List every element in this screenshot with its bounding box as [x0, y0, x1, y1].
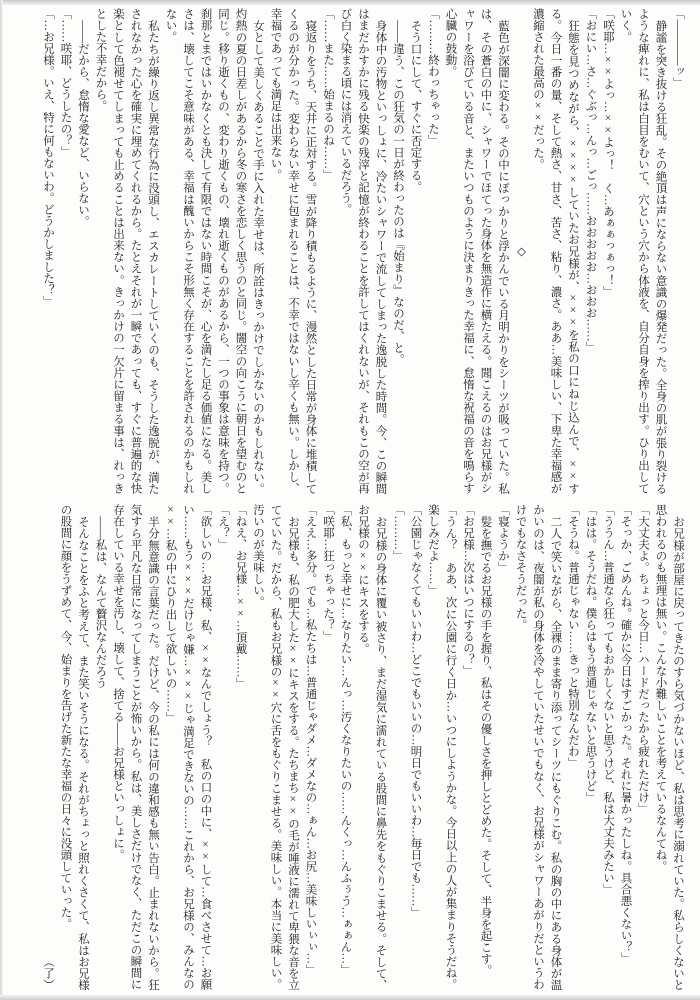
dialogue-line: 「…お兄様。いえ、特に何もないわ。どうかしました？」 — [42, 8, 54, 307]
dialogue-line: 「大丈夫よ。ちょっと今日…ハードだったから疲れただけ」 — [637, 504, 649, 815]
dialogue-line: 「………終わっちゃった」 — [427, 8, 439, 146]
scan-edge-left — [0, 0, 3, 1000]
dialogue-line: 「………」 — [392, 504, 404, 562]
narrative-paragraph: 二人で笑いながら、全裸のまま寄り添ってシーツにもぐりこむ。私の胸の中にある身体が温かいのは、夜闇が私の身体を冷やしていたせいでもなく、お兄様がシャワーあがりだというわけでもなさそうだった。 — [514, 504, 562, 990]
narrative-paragraph: 狂態を見つめながら、××××していたお兄様が、×××を私の口にねじ込んで、××する。今日一番の量、そして熱さ、甘さ、苦さ、粘り、濃さ。ああ…美味しい、下卑た幸福感が濃縮された最高の××だった。 — [532, 8, 579, 494]
narrative-paragraph: 私たちが繰り返し異常な行為に没頭し、エスカレートしていくのも、そうした逸脱が、満たされなかった心を確実に埋めてくれるから。たとえそれが一瞬であっても、すぐに普遍的な快楽として色褪せてしまっても止めることは出来ない。きっかけの一欠片に留まる事は、れっきとした不幸だから。 — [94, 8, 159, 494]
dialogue-line: 「……また……始まるのね……」 — [322, 8, 334, 181]
narrative-paragraph: 髪を撫でるお兄様の手を握り、私はその優しさを押しとどめた。そして、半身を起こす。 — [479, 515, 492, 976]
narrative-paragraph: お兄様の身体に覆い被さり、まだ湿気に濡れている股間に鼻先をもぐりこませる。そして、お兄様の××にキスをする。 — [357, 504, 387, 990]
dialogue-line: 「お兄様…次はいつにするの？」 — [462, 504, 474, 677]
dialogue-line: 「ううん…普通なら狂ってもおかしくないと思うけど、私は大丈夫みたい」 — [602, 504, 614, 895]
narrative-paragraph: 半分無意識の言葉だった。だけど、今の私には何の違和感も無い告白。止まれないから。狂気すら平凡な日常になってしまうことが怖いから。私は、美しさだけでなく、ただこの瞬間に存在している幸せを汚し、壊して、捨てる――お兄様といっしょに。 — [112, 504, 159, 990]
narrative-paragraph: 女として美しくあることで手に入れた幸せは、所詮はきっかけでしかないのかもしれない。灼熱の夏の日差しがあるから冬の寒さを恋しく思うのと同じ。闇空の向こうに朝日を望むのと同じ。移り逝くもの、変わり逝くもの、壊れ逝くものがあるから、一つの事象は意味を持つ。刹那とまではいかなくとも決して有限ではない時間こそが、心を満たし足る価値になる。美しさは、壊してこそ意味がある、幸福は醜いからこそ形無く存在することを許されるのかもしれない。 — [164, 8, 264, 494]
narrative-paragraph: 身体中の汚物といっしょに、冷たいシャワーで流してしまった逸脱した時間。今、この瞬間はまだかすかに残る快楽の残滓と記憶が終わることを許してはくれないが、それもこの空が再び白く染まる頃には消えているだろう。 — [339, 8, 387, 494]
bottom-text-block — [14, 504, 686, 990]
scan-edge-top — [0, 0, 700, 5]
dialogue-line: 「そっか、ごめんね。確かに今日はすごかった。それに暑かったしね。具合悪くない？」 — [619, 504, 632, 964]
narrative-paragraph: お兄様が部屋に戻ってきたのすら気づかないほど、私は思考に溺れていた。私らしくないと思われるのも無理は無い。こんな小難しいことを考えているなんてね。 — [654, 504, 684, 990]
narrative-paragraph: 静謐を突き抜ける狂乱。その絶頂は声にならない意識の爆発だった。全身の肌が張り裂けるような痺れに、私は白目をむいて、穴という穴から体液を、自分自身を搾り出す。ひり出していく。 — [619, 8, 667, 494]
narrative-paragraph: 寝返りをうち、天井に正対する。雪が降り積もるように、漫然とした日常が身体に堆積してくるのが分かった。変わらない幸せに包まれることは、不幸ではないし辛くも無い。しかし、幸福であっても満足は出来ない。 — [269, 8, 317, 494]
dialogue-line: 「そうね。普通じゃない……きっと特別なんだわ」 — [567, 504, 579, 769]
dialogue-line: 「うん？ ああ、次に公園に行く日か…いつにしようかな。今日以上の人が集まりそうだね。楽しみだよ……」 — [427, 504, 457, 990]
dialogue-line: 「――――ッ」 — [672, 8, 684, 89]
dialogue-line: 「はは。そうだね。僕らはもう普通じゃないと思うけど」 — [584, 504, 597, 803]
narrative-paragraph: ――私は、なんて贅沢なんだろう — [94, 515, 107, 688]
narrative-paragraph: ――だから、怠惰な愛など、いらない。 — [77, 19, 89, 227]
dialogue-line: 「私、もっと幸せに…なりたい…んっ…汚くなりたいの……んくっ…んふぅう…ぁぁん…」 — [339, 504, 352, 976]
dialogue-line: 「欲しいの…お兄様、私、××なんでしょう？ 私の口の中に、××して…食べさせて…お願い……もう×××だけじゃ嫌…×××じゃ満足できないの……これから、お兄様の、みんなの××…私の中にひり出して欲しいの……」 — [164, 504, 212, 990]
dialogue-line: 「ねえ、お兄様…××…頂戴……」 — [234, 504, 247, 689]
dialogue-line: 「ええ…多分。でも…私たちは…普通じゃダメ…ダメなの…ぁん…お尻…美味しいぃぃ…」 — [304, 504, 317, 976]
dialogue-line: 「え？」 — [217, 504, 229, 550]
section-divider: ◇ — [514, 244, 527, 258]
scan-edge-bottom — [0, 995, 700, 1000]
dialogue-line: 「……咲耶、どうしたの？」 — [59, 8, 72, 158]
narrative-paragraph: そんなことをふと考えて、また笑いそうになる。それがちょっと照れくさくて、私はお兄様の股間に顔をうずめて、今、始まりを告げた新たな幸福の日々に没頭していった。 — [59, 504, 89, 990]
dialogue-line: 「おにい…さ…ぐぶっ…んっ…ごっ……おおおおお…おおお……」 — [584, 8, 597, 353]
end-mark: （了） — [42, 955, 54, 990]
narrative-paragraph: ――違う、この狂気の一日が終わったのは『始まり』なのだ、と。 — [392, 19, 404, 365]
dialogue-line: 「咲耶…××よっ…××よっ！ く…あぁぁっぁっ！」 — [602, 8, 614, 298]
dialogue-line: 「咲耶…狂っちゃった？」 — [322, 504, 334, 642]
dialogue-line: 「公園じゃなくてもいいわ…どこでもいいの…明日でもいいわ…毎日でも……」 — [409, 504, 422, 918]
narrative-paragraph: そう口にして、すぐに否定する。 — [409, 19, 422, 192]
narrative-paragraph: お兄様も、私の肥大した××にキスをする。たちまち××の毛が唾液に濡れて卑猥な音を立てていた。だから、私もお兄様の××穴に舌をもぐりこませる。美味しい。本当に美味しい。汚いのが美味しい。 — [252, 504, 299, 990]
dialogue-line: 「寝ようか」 — [497, 504, 509, 573]
narrative-paragraph: 藍色が深闇に変わる。その中にぽっかりと浮かんでいる月明かりをシーツが吸っていた。私は、その蒼白の中に、シャワーでほてった身体を無造作に横たえる。聞こえるのはお兄様がシャワーを浴びている音と、またいつものように決まりきった幸福に、怠惰な祝福の音を鳴らす心臓の鼓動。 — [444, 8, 509, 494]
top-text-block — [14, 8, 686, 494]
